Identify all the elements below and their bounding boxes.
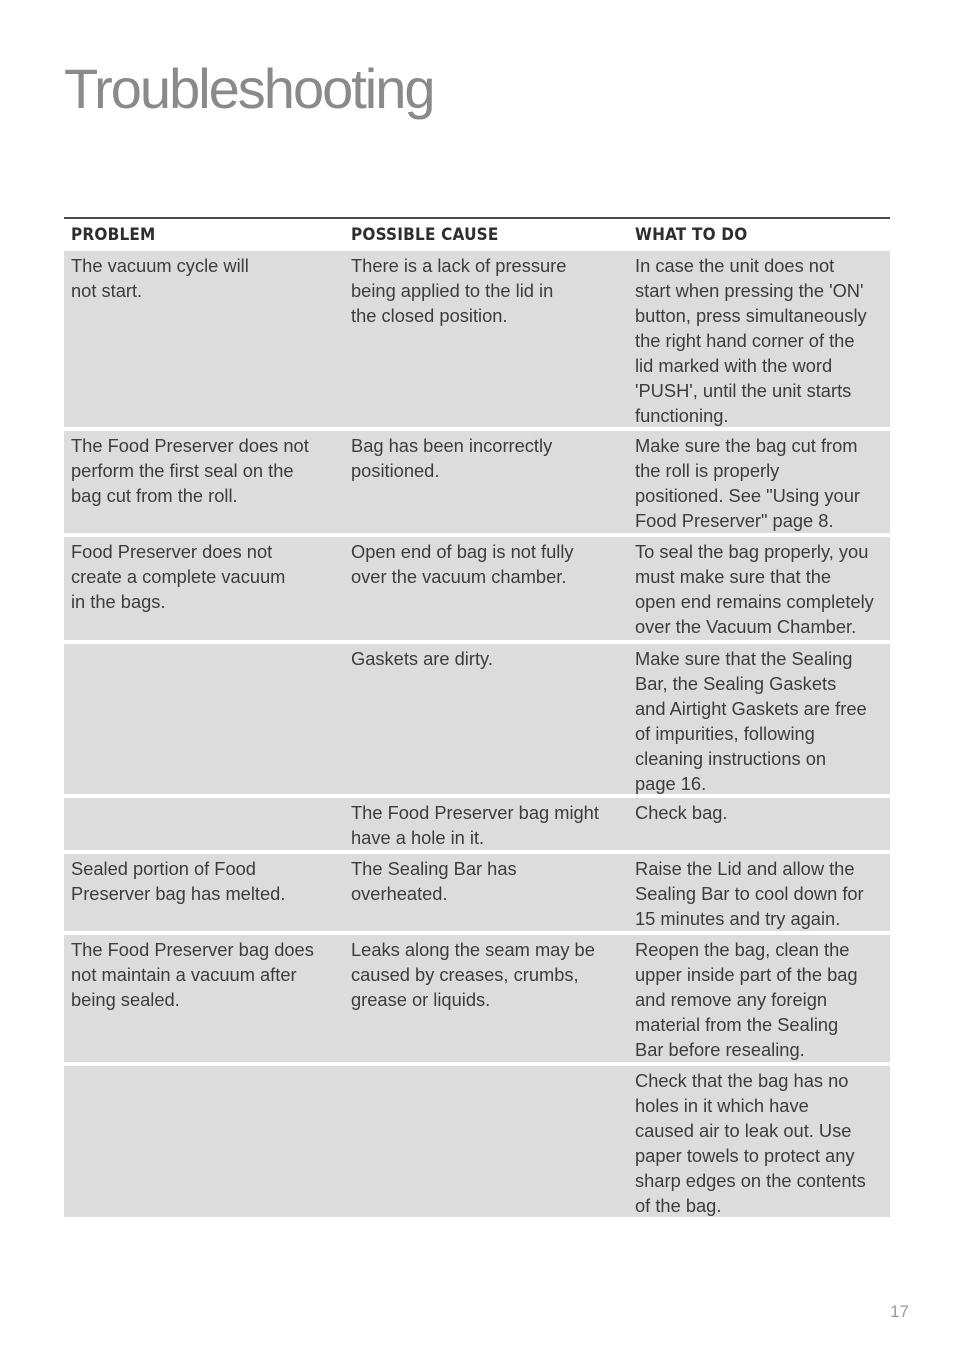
problem-cell — [64, 1066, 344, 1220]
table-row — [64, 1066, 890, 1217]
table-row — [64, 854, 890, 931]
problem-cell — [64, 798, 344, 852]
table-row — [64, 251, 890, 427]
cause-cell: There is a lack of pressure being applied to the lid in the closed position. — [351, 255, 567, 326]
problem-cell: The Food Preserver does not perform the first seal on the bag cut from the roll. — [71, 435, 309, 506]
action-cell: Make sure the bag cut from the roll is properly positioned. See "Using your Food Preserver" page 8. — [635, 435, 860, 531]
table-header-row — [64, 219, 890, 251]
problem-cell: Sealed portion of Food Preserver bag has melted. — [71, 858, 286, 904]
header-problem: PROBLEM — [71, 225, 156, 245]
page-title: Troubleshooting — [64, 57, 434, 120]
table-row — [64, 935, 890, 1062]
table-row — [64, 431, 890, 533]
action-cell: Check bag. — [635, 802, 728, 823]
page-number: 17 — [890, 1302, 909, 1321]
cause-cell: Leaks along the seam may be caused by creases, crumbs, grease or liquids. — [351, 939, 595, 1010]
action-cell: Make sure that the Sealing Bar, the Sealing Gaskets and Airtight Gaskets are free of impurities, following cleaning instructions on page 16. — [635, 648, 867, 794]
action-cell: In case the unit does not start when pressing the 'ON' button, press simultaneously the right hand corner of the lid marked with the word 'PUSH', until the unit starts functioning. — [635, 255, 867, 426]
cause-cell: Gaskets are dirty. — [351, 648, 493, 669]
header-possible-cause: POSSIBLE CAUSE — [351, 225, 499, 245]
cause-cell: The Food Preserver bag might have a hole in it. — [351, 802, 599, 848]
table-row — [64, 644, 890, 794]
table-row — [64, 537, 890, 640]
table-row — [64, 798, 890, 850]
action-cell: Check that the bag has no holes in it which have caused air to leak out. Use paper towels to protect any sharp edges on the contents of the bag. — [635, 1070, 866, 1216]
action-cell: Raise the Lid and allow the Sealing Bar to cool down for 15 minutes and try again. — [635, 858, 864, 929]
problem-cell: The Food Preserver bag does not maintain a vacuum after being sealed. — [71, 939, 314, 1010]
troubleshooting-table — [64, 217, 890, 1217]
problem-cell: Food Preserver does not create a complete vacuum in the bags. — [71, 541, 286, 612]
action-cell: Reopen the bag, clean the upper inside part of the bag and remove any foreign material from the Sealing Bar before resealing. — [635, 939, 858, 1060]
header-what-to-do: WHAT TO DO — [635, 225, 748, 245]
problem-cell: The vacuum cycle will not start. — [71, 255, 249, 301]
cause-cell: Bag has been incorrectly positioned. — [351, 435, 553, 481]
cause-cell: Open end of bag is not fully over the vacuum chamber. — [351, 541, 574, 587]
action-cell: To seal the bag properly, you must make sure that the open end remains completely over the Vacuum Chamber. — [635, 541, 874, 637]
cause-cell — [344, 1066, 628, 1220]
problem-cell — [64, 644, 344, 798]
cause-cell: The Sealing Bar has overheated. — [351, 858, 517, 904]
